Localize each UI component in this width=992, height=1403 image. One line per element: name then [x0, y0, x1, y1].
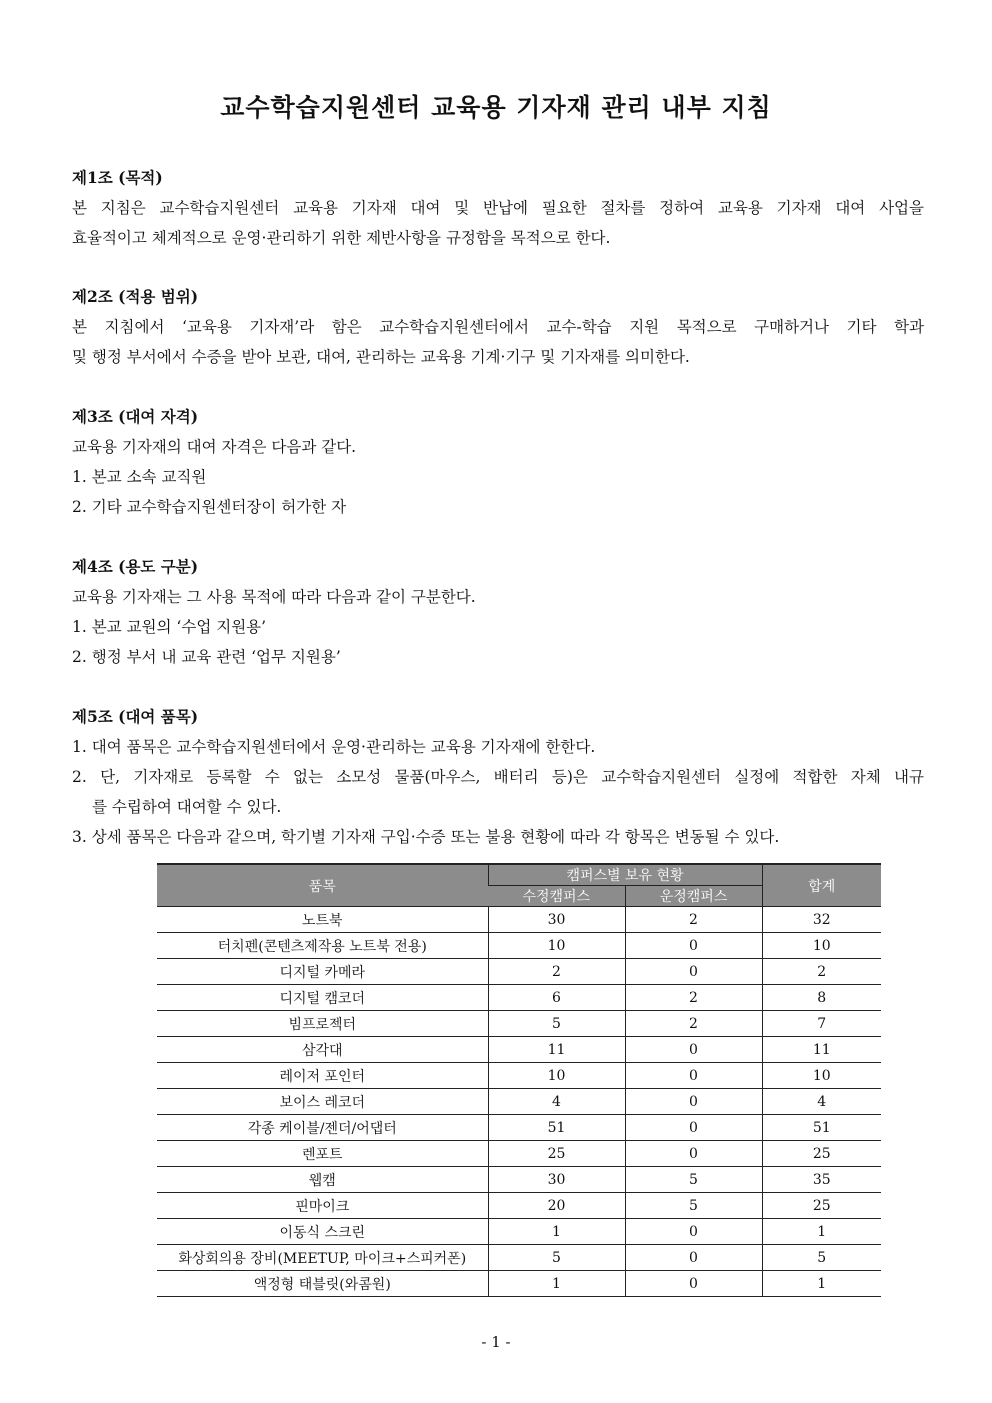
- table-row: [157, 1063, 881, 1089]
- cell-item: 노트북: [157, 907, 488, 933]
- table-row: [157, 1115, 881, 1141]
- cell-total: 11: [762, 1037, 881, 1063]
- cell-item: 웹캠: [157, 1167, 488, 1193]
- table-row: [157, 1037, 881, 1063]
- cell-c1: 4: [488, 1089, 625, 1115]
- article-text: 및 행정 부서에서 수증을 받아 보관, 대여, 관리하는 교육용 기계·기구 및 기자재를 의미한다.: [72, 348, 690, 366]
- cell-c1: 1: [488, 1219, 625, 1245]
- table-row: [157, 1271, 881, 1297]
- article-heading: 제4조 (용도 구분): [72, 557, 199, 576]
- cell-total: 2: [762, 959, 881, 985]
- cell-item: 빔프로젝터: [157, 1011, 488, 1037]
- table-row: [157, 1167, 881, 1193]
- cell-c2: 0: [625, 1115, 762, 1141]
- header-campus-group: 캠퍼스별 보유 현황: [488, 864, 762, 886]
- article-text: 1. 본교 교원의 ‘수업 지원용’: [72, 618, 267, 636]
- table-row: [157, 985, 881, 1011]
- article-1: [72, 163, 924, 253]
- cell-c2: 2: [625, 985, 762, 1011]
- cell-item: 삼각대: [157, 1037, 488, 1063]
- cell-total: 4: [762, 1089, 881, 1115]
- article-heading: 제2조 (적용 범위): [72, 287, 199, 306]
- document-title: 교수학습지원센터 교육용 기자재 관리 내부 지침: [220, 93, 772, 122]
- cell-c1: 5: [488, 1011, 625, 1037]
- cell-item: 액정형 태블릿(와콤원): [157, 1271, 488, 1297]
- cell-total: 7: [762, 1011, 881, 1037]
- article-text: 1. 본교 소속 교직원: [72, 468, 207, 486]
- cell-c1: 10: [488, 1063, 625, 1089]
- article-text: 2. 기타 교수학습지원센터장이 허가한 자: [72, 498, 347, 516]
- header-total: 합계: [762, 864, 881, 907]
- cell-c1: 25: [488, 1141, 625, 1167]
- table-row: [157, 1219, 881, 1245]
- cell-c2: 0: [625, 1037, 762, 1063]
- table-row: [157, 1141, 881, 1167]
- cell-c2: 0: [625, 933, 762, 959]
- cell-item: 이동식 스크린: [157, 1219, 488, 1245]
- cell-c2: 5: [625, 1167, 762, 1193]
- table-row: [157, 933, 881, 959]
- header-campus2: 운정캠퍼스: [625, 886, 762, 907]
- cell-c1: 51: [488, 1115, 625, 1141]
- article-text: 효율적이고 체계적으로 운영·관리하기 위한 제반사항을 규정함을 목적으로 한다.: [72, 229, 611, 247]
- header-item: 품목: [157, 864, 488, 907]
- article-4: [72, 552, 924, 672]
- cell-c2: 0: [625, 959, 762, 985]
- cell-item: 각종 케이블/젠더/어댑터: [157, 1115, 488, 1141]
- cell-c2: 0: [625, 1245, 762, 1271]
- table-row: [157, 959, 881, 985]
- cell-total: 8: [762, 985, 881, 1011]
- cell-c2: 5: [625, 1193, 762, 1219]
- cell-c2: 2: [625, 907, 762, 933]
- cell-c1: 2: [488, 959, 625, 985]
- equipment-table: [157, 863, 881, 1297]
- cell-c1: 10: [488, 933, 625, 959]
- cell-item: 화상회의용 장비(MEETUP, 마이크+스피커폰): [157, 1245, 488, 1271]
- cell-c2: 0: [625, 1141, 762, 1167]
- cell-item: 핀마이크: [157, 1193, 488, 1219]
- cell-total: 51: [762, 1115, 881, 1141]
- cell-item: 터치펜(콘텐츠제작용 노트북 전용): [157, 933, 488, 959]
- cell-item: 보이스 레코더: [157, 1089, 488, 1115]
- cell-total: 1: [762, 1219, 881, 1245]
- cell-c2: 0: [625, 1063, 762, 1089]
- page-number: - 1 -: [481, 1333, 511, 1351]
- article-text: 본 지침에서 ‘교육용 기자재’라 함은 교수학습지원센터에서 교수-학습 지원 목적으로 구매하거나 기타 학과: [72, 318, 924, 336]
- table-row: [157, 1089, 881, 1115]
- article-heading: 제3조 (대여 자격): [72, 407, 199, 426]
- cell-c2: 2: [625, 1011, 762, 1037]
- cell-total: 25: [762, 1193, 881, 1219]
- cell-c2: 0: [625, 1089, 762, 1115]
- cell-c2: 0: [625, 1219, 762, 1245]
- article-text: 1. 대여 품목은 교수학습지원센터에서 운영·관리하는 교육용 기자재에 한한다.: [72, 738, 596, 756]
- cell-item: 레이저 포인터: [157, 1063, 488, 1089]
- cell-c2: 0: [625, 1271, 762, 1297]
- article-text: 교육용 기자재의 대여 자격은 다음과 같다.: [72, 438, 357, 456]
- cell-total: 10: [762, 933, 881, 959]
- cell-c1: 6: [488, 985, 625, 1011]
- cell-c1: 5: [488, 1245, 625, 1271]
- cell-total: 32: [762, 907, 881, 933]
- article-text: 를 수립하여 대여할 수 있다.: [92, 798, 282, 816]
- cell-c1: 30: [488, 907, 625, 933]
- article-2: [72, 282, 924, 372]
- table-row: [157, 1193, 881, 1219]
- article-text: 본 지침은 교수학습지원센터 교육용 기자재 대여 및 반납에 필요한 절차를 정하여 교육용 기자재 대여 사업을: [72, 199, 924, 217]
- header-campus1: 수정캠퍼스: [488, 886, 625, 907]
- cell-total: 10: [762, 1063, 881, 1089]
- cell-c1: 1: [488, 1271, 625, 1297]
- cell-item: 렌포트: [157, 1141, 488, 1167]
- cell-c1: 30: [488, 1167, 625, 1193]
- cell-total: 35: [762, 1167, 881, 1193]
- table-row: [157, 1011, 881, 1037]
- article-text: 2. 행정 부서 내 교육 관련 ‘업무 지원용’: [72, 648, 341, 666]
- article-heading: 제5조 (대여 품목): [72, 707, 199, 726]
- article-text: 3. 상세 품목은 다음과 같으며, 학기별 기자재 구입·수증 또는 불용 현황에 따라 각 항목은 변동될 수 있다.: [72, 828, 780, 846]
- cell-item: 디지털 캠코더: [157, 985, 488, 1011]
- table-row: [157, 1245, 881, 1271]
- cell-total: 5: [762, 1245, 881, 1271]
- cell-item: 디지털 카메라: [157, 959, 488, 985]
- article-5: [72, 702, 924, 852]
- cell-total: 25: [762, 1141, 881, 1167]
- cell-total: 1: [762, 1271, 881, 1297]
- cell-c1: 20: [488, 1193, 625, 1219]
- table-row: [157, 907, 881, 933]
- cell-c1: 11: [488, 1037, 625, 1063]
- article-heading: 제1조 (목적): [72, 168, 163, 187]
- article-text: 교육용 기자재는 그 사용 목적에 따라 다음과 같이 구분한다.: [72, 588, 476, 606]
- article-3: [72, 402, 924, 522]
- article-text: 2. 단, 기자재로 등록할 수 없는 소모성 물품(마우스, 배터리 등)은 교수학습지원센터 실정에 적합한 자체 내규: [72, 768, 924, 786]
